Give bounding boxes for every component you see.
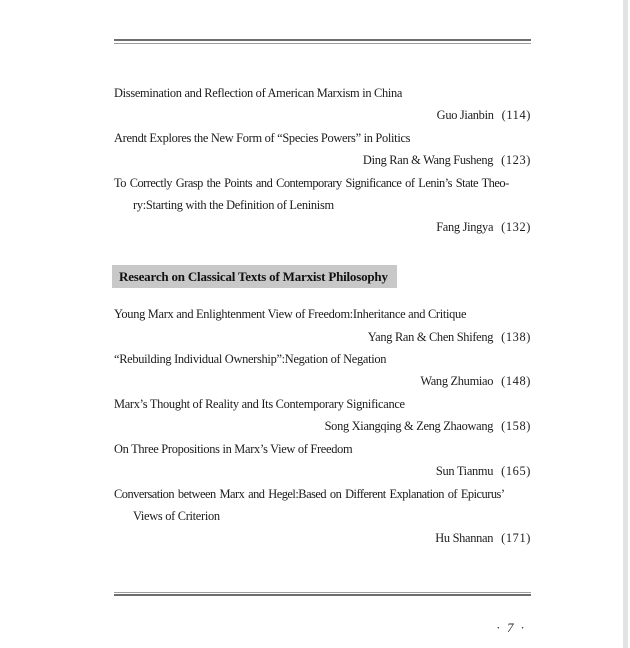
article-byline bbox=[114, 527, 531, 549]
article-authors: Sun Tianmu bbox=[435, 464, 494, 479]
article-page-number: (171) bbox=[501, 531, 531, 546]
article-byline bbox=[114, 216, 531, 238]
top-double-rule bbox=[114, 39, 531, 44]
toc-entry bbox=[114, 483, 531, 550]
page-number: · 7 · bbox=[496, 620, 526, 635]
toc-entry bbox=[114, 303, 531, 348]
toc-entry bbox=[114, 82, 531, 127]
article-byline bbox=[114, 104, 531, 126]
article-title-line1: To Correctly Grasp the Points and Contemporary Significance of Lenin’s State Theo- bbox=[114, 175, 509, 190]
toc-content bbox=[114, 82, 531, 550]
article-title: On Three Propositions in Marx’s View of Freedom bbox=[114, 441, 353, 456]
article-byline bbox=[114, 370, 531, 392]
article-byline bbox=[114, 415, 531, 437]
section-header: Research on Classical Texts of Marxist Philosophy bbox=[112, 265, 397, 288]
article-byline bbox=[114, 460, 531, 482]
article-authors: Hu Shannan bbox=[435, 531, 494, 546]
article-byline bbox=[114, 149, 531, 171]
article-page-number: (123) bbox=[501, 153, 531, 168]
article-page-number: (138) bbox=[501, 329, 531, 344]
article-title: Dissemination and Reflection of American Marxism in China bbox=[114, 86, 403, 100]
article-authors: Guo Jianbin bbox=[436, 108, 494, 123]
article-authors: Wang Zhumiao bbox=[420, 374, 494, 389]
article-title: Arendt Explores the New Form of “Species Powers” in Politics bbox=[114, 130, 411, 145]
article-page-number: (132) bbox=[501, 220, 531, 235]
article-page-number: (165) bbox=[501, 464, 531, 479]
page-right-edge bbox=[623, 0, 628, 648]
toc-entry bbox=[114, 393, 531, 438]
toc-entry bbox=[114, 172, 531, 239]
article-authors: Song Xiangqing & Zeng Zhaowang bbox=[324, 419, 494, 434]
toc-entry bbox=[114, 438, 531, 483]
article-authors: Yang Ran & Chen Shifeng bbox=[367, 329, 494, 344]
article-page-number: (114) bbox=[501, 108, 531, 123]
toc-entry bbox=[114, 127, 531, 172]
article-title: Young Marx and Enlightenment View of Freedom:Inheritance and Critique bbox=[114, 307, 467, 322]
article-title-line1: Conversation between Marx and Hegel:Based on Different Explanation of Epicurus’ bbox=[114, 486, 505, 501]
article-authors: Ding Ran & Wang Fusheng bbox=[362, 153, 494, 168]
article-title: Marx’s Thought of Reality and Its Contemporary Significance bbox=[114, 396, 405, 411]
article-title: “Rebuilding Individual Ownership”:Negation of Negation bbox=[114, 352, 387, 367]
toc-entry bbox=[114, 348, 531, 393]
article-authors: Fang Jingya bbox=[436, 220, 494, 235]
bottom-double-rule bbox=[114, 592, 531, 596]
article-title-line2: ry:Starting with the Definition of Leninism bbox=[133, 198, 334, 213]
section-header-row bbox=[112, 265, 531, 288]
article-page-number: (148) bbox=[501, 374, 531, 389]
article-byline bbox=[114, 326, 531, 348]
article-page-number: (158) bbox=[501, 419, 531, 434]
article-title-line2: Views of Criterion bbox=[133, 508, 220, 523]
